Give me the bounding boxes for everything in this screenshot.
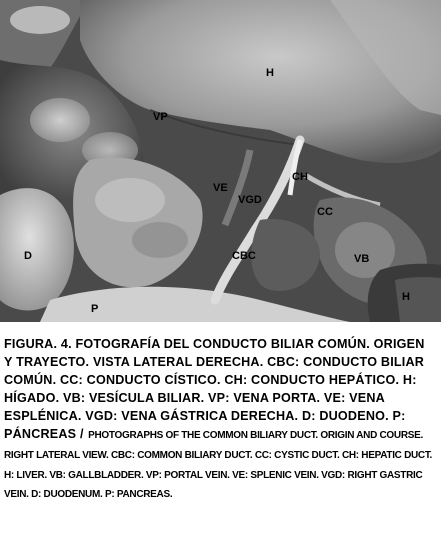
label-cc: CC <box>317 206 333 218</box>
label-h-liver-top: H <box>266 67 274 79</box>
label-p: P <box>91 303 99 315</box>
caption-spanish: FIGURA. 4. FOTOGRAFÍA DEL CONDUCTO BILIAR COMÚN. ORIGEN Y TRAYECTO. VISTA LATERAL DERECHA. CBC: CONDUCTO BILIAR COMÚN. CC: CONDUCTO CÍSTICO. CH: CONDUCTO HEPÁTICO. H: HÍGADO. VB: VESÍCULA BILIAR. VP: VENA PORTA. VE: VENA ESPLÉNICA. VGD: VENA GÁSTRICA DERECHA. D: DUODENO. P: PÁNCREAS / <box>4 337 425 441</box>
label-vgd: VGD <box>238 194 262 206</box>
label-d: D <box>24 250 32 262</box>
label-vp: VP <box>153 111 168 123</box>
label-ch: CH <box>292 171 308 183</box>
figure-caption <box>4 335 436 504</box>
label-vb: VB <box>354 253 370 265</box>
label-cbc: CBC <box>232 250 256 262</box>
caption-english: PHOTOGRAPHS OF THE COMMON BILIARY DUCT. ORIGIN AND COURSE. RIGHT LATERAL VIEW. CBC: COMMON BILIARY DUCT. CC: CYSTIC DUCT. CH: HEPATIC DUCT. H: LIVER. VB: GALLBLADDER. VP: PORTAL VEIN. VE: SPLENIC VEIN. VGD: RIGHT GASTRIC VEIN. D: DUODENUM. P: PANCREAS. <box>4 430 433 501</box>
label-ve: VE <box>213 182 228 194</box>
label-h-liver-bottom: H <box>402 291 410 303</box>
